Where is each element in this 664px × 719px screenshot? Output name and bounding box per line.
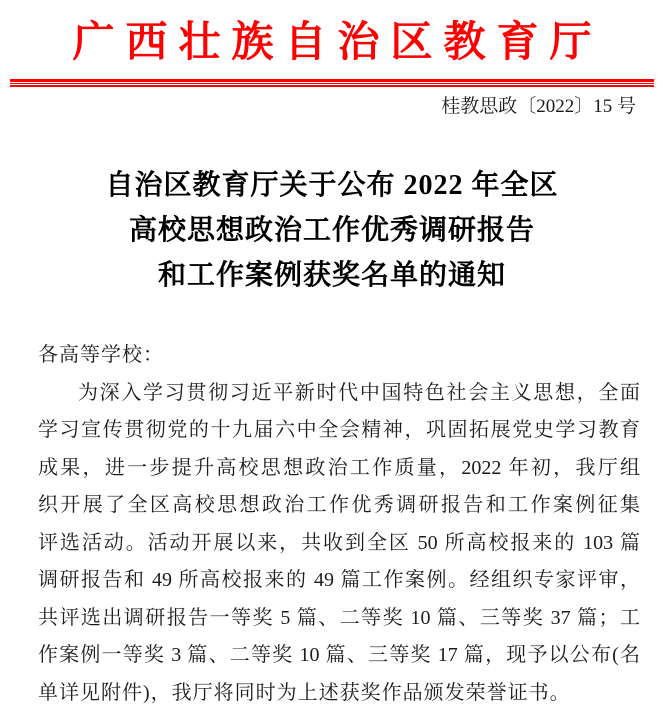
red-divider-thick-bar <box>10 79 654 82</box>
document-body <box>38 337 640 712</box>
body-line-6: 调研报告和 49 所高校报来的 49 篇工作案例。经组织专家评审， <box>38 569 640 591</box>
document-title-line-3: 和工作案例获奖名单的通知 <box>157 260 506 291</box>
document-title-line-2: 高校思想政治工作优秀调研报告 <box>128 215 535 246</box>
body-line-1: 为深入学习贯彻习近平新时代中国特色社会主义思想，全面 <box>78 381 640 404</box>
document-reference-number: 桂教思政〔2022〕15 号 <box>441 96 636 117</box>
document-title-line-1: 自治区教育厅关于公布 2022 年全区 <box>105 170 559 201</box>
body-line-2: 学习宣传贯彻党的十九届六中全会精神，巩固拓展党史学习教育 <box>38 419 640 441</box>
red-divider <box>10 79 654 87</box>
red-divider-medium-bar <box>10 85 654 87</box>
document-title <box>0 163 664 298</box>
body-line-4: 织开展了全区高校思想政治工作优秀调研报告和工作案例征集 <box>38 494 640 516</box>
body-line-3: 成果，进一步提升高校思想政治工作质量，2022 年初，我厅组 <box>38 456 640 479</box>
agency-masthead: 广西壮族自治区教育厅 <box>72 20 603 66</box>
body-line-5: 评选活动。活动开展以来，共收到全区 50 所高校报来的 103 篇 <box>38 531 640 554</box>
body-line-7: 共评选出调研报告一等奖 5 篇、二等奖 10 篇、三等奖 37 篇；工 <box>38 606 640 629</box>
body-line-9: 单详见附件)，我厅将同时为上述获奖作品颁发荣誉证书。 <box>38 681 571 704</box>
red-divider-thin-bar <box>10 83 654 84</box>
body-line-8: 作案例一等奖 3 篇、二等奖 10 篇、三等奖 17 篇，现予以公布(名 <box>38 644 640 666</box>
salutation: 各高等学校： <box>38 344 164 366</box>
